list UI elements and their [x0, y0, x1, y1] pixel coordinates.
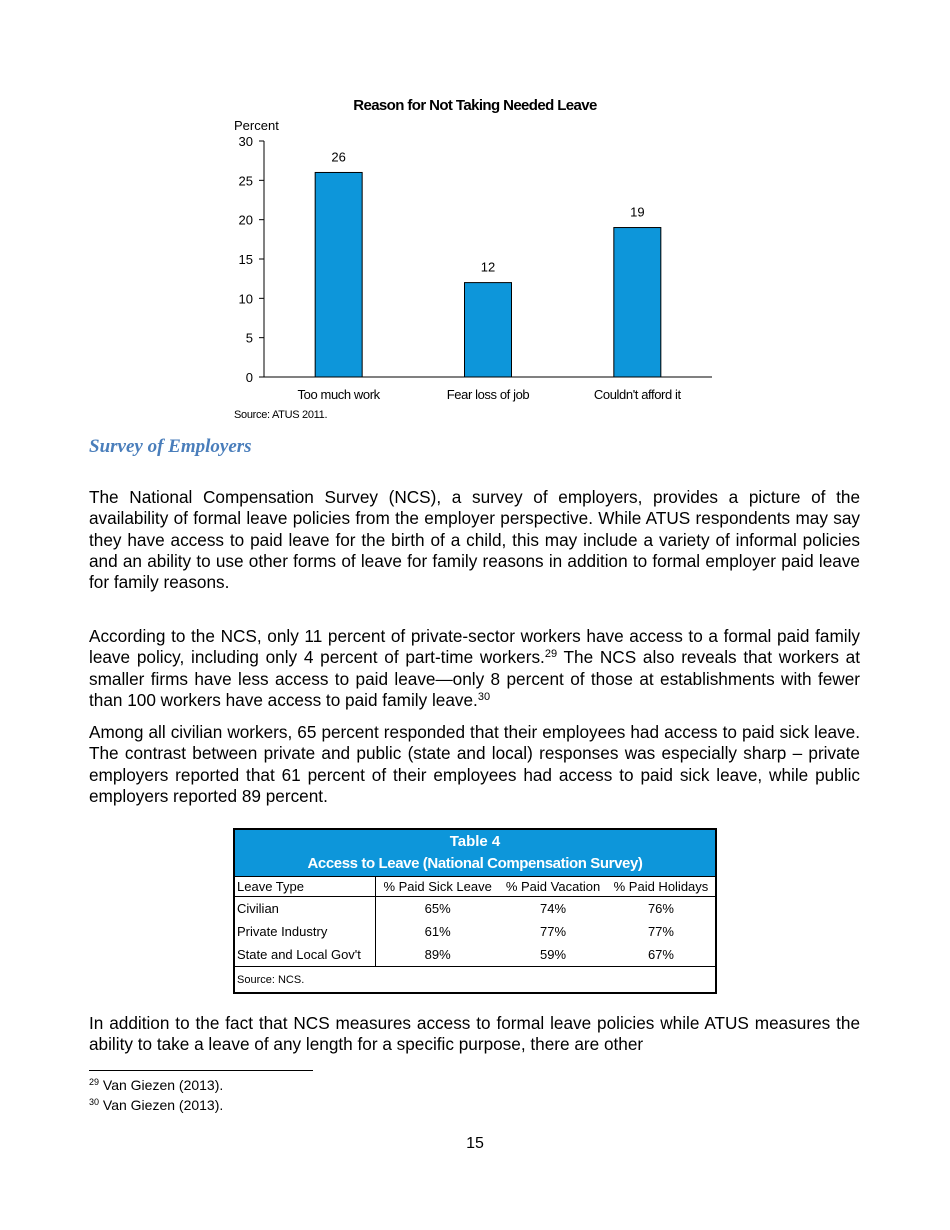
footnote-ref: 29 [544, 648, 558, 661]
table-row [234, 897, 716, 921]
value-label: 19 [630, 204, 645, 220]
x-tick-label: Too much work [297, 387, 380, 402]
value-label: 26 [331, 149, 346, 165]
footnote-text: Van Giezen (2013). [99, 1097, 224, 1113]
paragraph-sick-leave: Among all civilian workers, 65 percent responded that their employees had access to paid sick leave. The contrast between private and public (state and local) responses was especially sharp – private employers reported that 61 percent of their employees had access to paid sick leave, while public employers reported 89 percent. [89, 722, 860, 806]
section-heading: Survey of Employers [89, 436, 252, 457]
y-tick-label: 25 [238, 173, 253, 189]
paragraph-ncs-access [89, 626, 860, 711]
table-source-row [234, 967, 716, 994]
cell-holidays: 76% [647, 901, 674, 916]
cell-holidays: 67% [647, 947, 674, 962]
table-row [234, 920, 716, 943]
cell-sick: 65% [424, 901, 451, 916]
footnote-number: 30 [89, 1097, 100, 1107]
cell-vacation: 59% [540, 947, 567, 962]
cell-vacation: 74% [540, 901, 567, 916]
y-tick-label: 30 [238, 134, 253, 149]
x-tick-label: Couldn't afford it [593, 387, 681, 402]
table-row [234, 943, 716, 967]
footnote [89, 1077, 223, 1093]
header-holidays: % Paid Holidays [607, 877, 716, 897]
footnote-text: Van Giezen (2013). [99, 1077, 224, 1093]
cell-holidays: 77% [647, 924, 674, 939]
x-tick-label: Fear loss of job [446, 387, 530, 402]
bar [315, 172, 362, 377]
chart-source: Source: ATUS 2011. [234, 409, 328, 421]
chart-title: Reason for Not Taking Needed Leave [353, 97, 597, 114]
table-title-cell [234, 829, 716, 877]
row-label: State and Local Gov't [234, 943, 376, 967]
footnote-ref: 30 [477, 690, 491, 703]
bar [465, 283, 512, 377]
y-axis-label: Percent [234, 118, 279, 133]
header-sick-leave: % Paid Sick Leave [376, 877, 500, 897]
footnote [89, 1097, 223, 1113]
page-number: 15 [466, 1135, 484, 1152]
header-leave-type: Leave Type [234, 877, 376, 897]
cell-sick: 89% [424, 947, 451, 962]
paragraph-text: According to the NCS, only 11 percent of private-sector workers have access to a formal paid family leave policy, including only 4 percent of part-time workers. [89, 626, 860, 668]
bar-chart [0, 0, 950, 430]
footnote-number: 29 [89, 1077, 100, 1087]
bar [614, 228, 661, 377]
cell-sick: 61% [424, 924, 451, 939]
paragraph-differences: In addition to the fact that NCS measures access to formal leave policies while ATUS measures the ability to take a leave of any length for a specific purpose, there are other [89, 1013, 860, 1055]
table-header-row [234, 877, 716, 897]
y-tick-label: 0 [245, 370, 253, 385]
footnote-divider [89, 1070, 313, 1071]
row-label: Civilian [234, 897, 376, 921]
cell-vacation: 77% [540, 924, 567, 939]
y-tick-label: 20 [238, 212, 253, 228]
table-source: Source: NCS. [234, 967, 716, 994]
table-4 [233, 828, 717, 994]
paragraph-text: The NCS also reveals that workers at smaller firms have less access to paid leave—only 8 percent of those at establishments with fewer than 100 workers have access to paid family leave. [89, 647, 861, 710]
value-label: 12 [480, 259, 496, 275]
y-tick-label: 5 [245, 330, 253, 346]
row-label: Private Industry [234, 920, 376, 943]
y-tick-label: 10 [238, 291, 253, 307]
header-vacation: % Paid Vacation [499, 877, 607, 897]
table-title: Table 4 [449, 833, 501, 850]
paragraph-ncs-intro: The National Compensation Survey (NCS), a survey of employers, provides a picture of the availability of formal leave policies from the employer perspective. While ATUS respondents may say they have access to paid leave for the birth of a child, this may include a variety of informal policies and an ability to use other forms of leave for family reasons in addition to formal employer paid leave for family reasons. [89, 487, 860, 593]
y-tick-label: 15 [238, 252, 253, 267]
table-subtitle: Access to Leave (National Compensation Survey) [307, 855, 643, 872]
